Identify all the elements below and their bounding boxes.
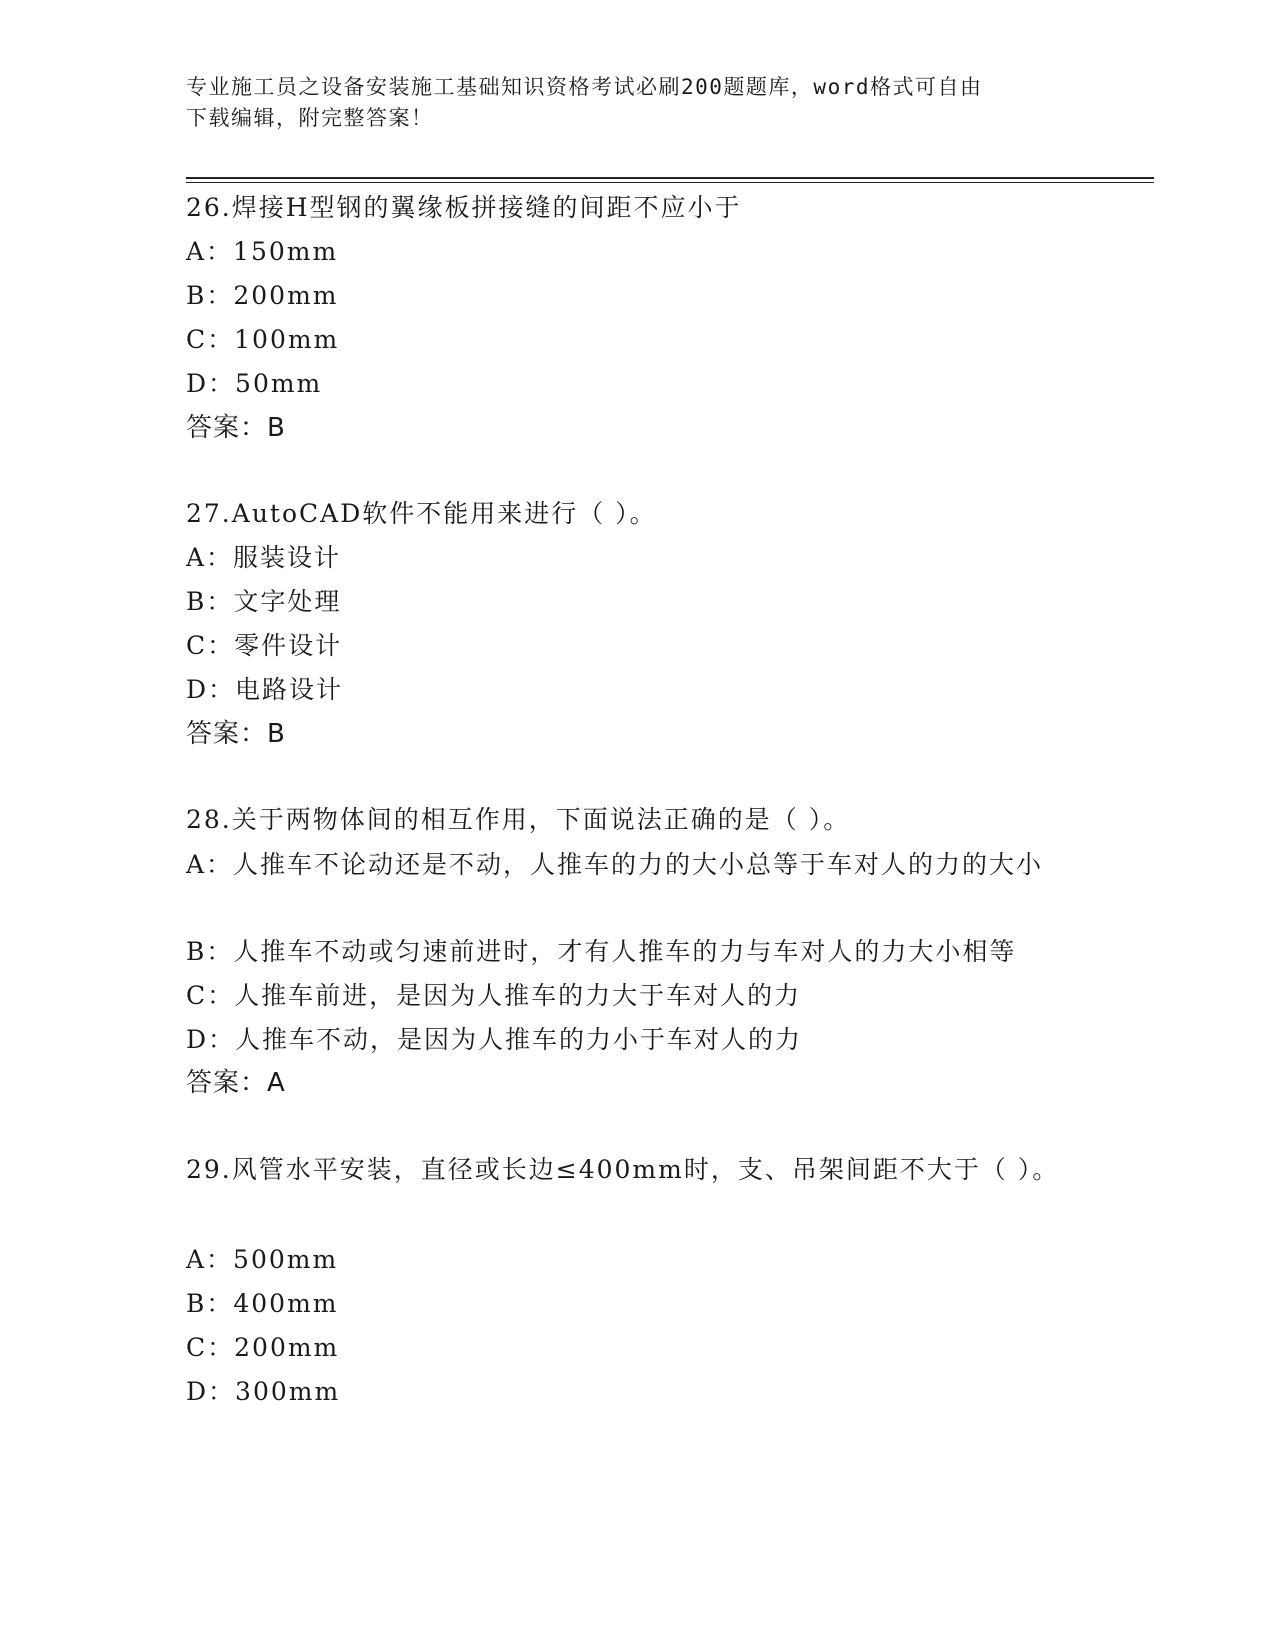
question-27-stem: 27.AutoCAD软件不能用来进行（ ）。	[186, 499, 657, 528]
question-28-option-c: C：人推车前进，是因为人推车的力大于车对人的力	[186, 981, 802, 1010]
question-28-option-a: A：人推车不论动还是不动，人推车的力的大小总等于车对人的力的大小	[186, 850, 1044, 879]
question-26-option-a: A：150mm	[186, 237, 339, 266]
question-29-option-a: A：500mm	[186, 1245, 339, 1274]
question-27-option-a: A：服装设计	[186, 543, 342, 572]
header-line-1: 专业施工员之设备安装施工基础知识资格考试必刷200题题库，word格式可自由	[186, 75, 983, 99]
header-line-2: 下载编辑，附完整答案！	[186, 106, 434, 130]
header-divider-thick	[186, 177, 1154, 179]
question-28-answer: 答案：A	[186, 1068, 286, 1098]
document-header	[186, 72, 1066, 134]
question-26-option-d: D：50mm	[186, 369, 323, 398]
question-27-option-c: C：零件设计	[186, 631, 343, 660]
question-26-option-b: B：200mm	[186, 281, 339, 310]
question-27-answer: 答案：B	[186, 719, 286, 749]
question-29-option-c: C：200mm	[186, 1333, 340, 1362]
question-28-option-d: D：人推车不动，是因为人推车的力小于车对人的力	[186, 1025, 803, 1054]
header-divider-thin	[186, 182, 1154, 183]
question-27-option-b: B：文字处理	[186, 587, 342, 616]
question-29-option-d: D：300mm	[186, 1377, 341, 1406]
question-26-answer: 答案：B	[186, 413, 286, 443]
question-28-option-b: B：人推车不动或匀速前进时，才有人推车的力与车对人的力大小相等	[186, 937, 1017, 966]
question-26-stem: 26.焊接H型钢的翼缘板拼接缝的间距不应小于	[186, 193, 742, 222]
question-29-stem: 29.风管水平安装，直径或长边≤400mm时，支、吊架间距不大于（ ）。	[186, 1155, 1060, 1184]
question-29-option-b: B：400mm	[186, 1289, 339, 1318]
question-26-option-c: C：100mm	[186, 325, 340, 354]
question-27-option-d: D：电路设计	[186, 675, 344, 704]
question-28-stem: 28.关于两物体间的相互作用，下面说法正确的是（ ）。	[186, 805, 851, 834]
